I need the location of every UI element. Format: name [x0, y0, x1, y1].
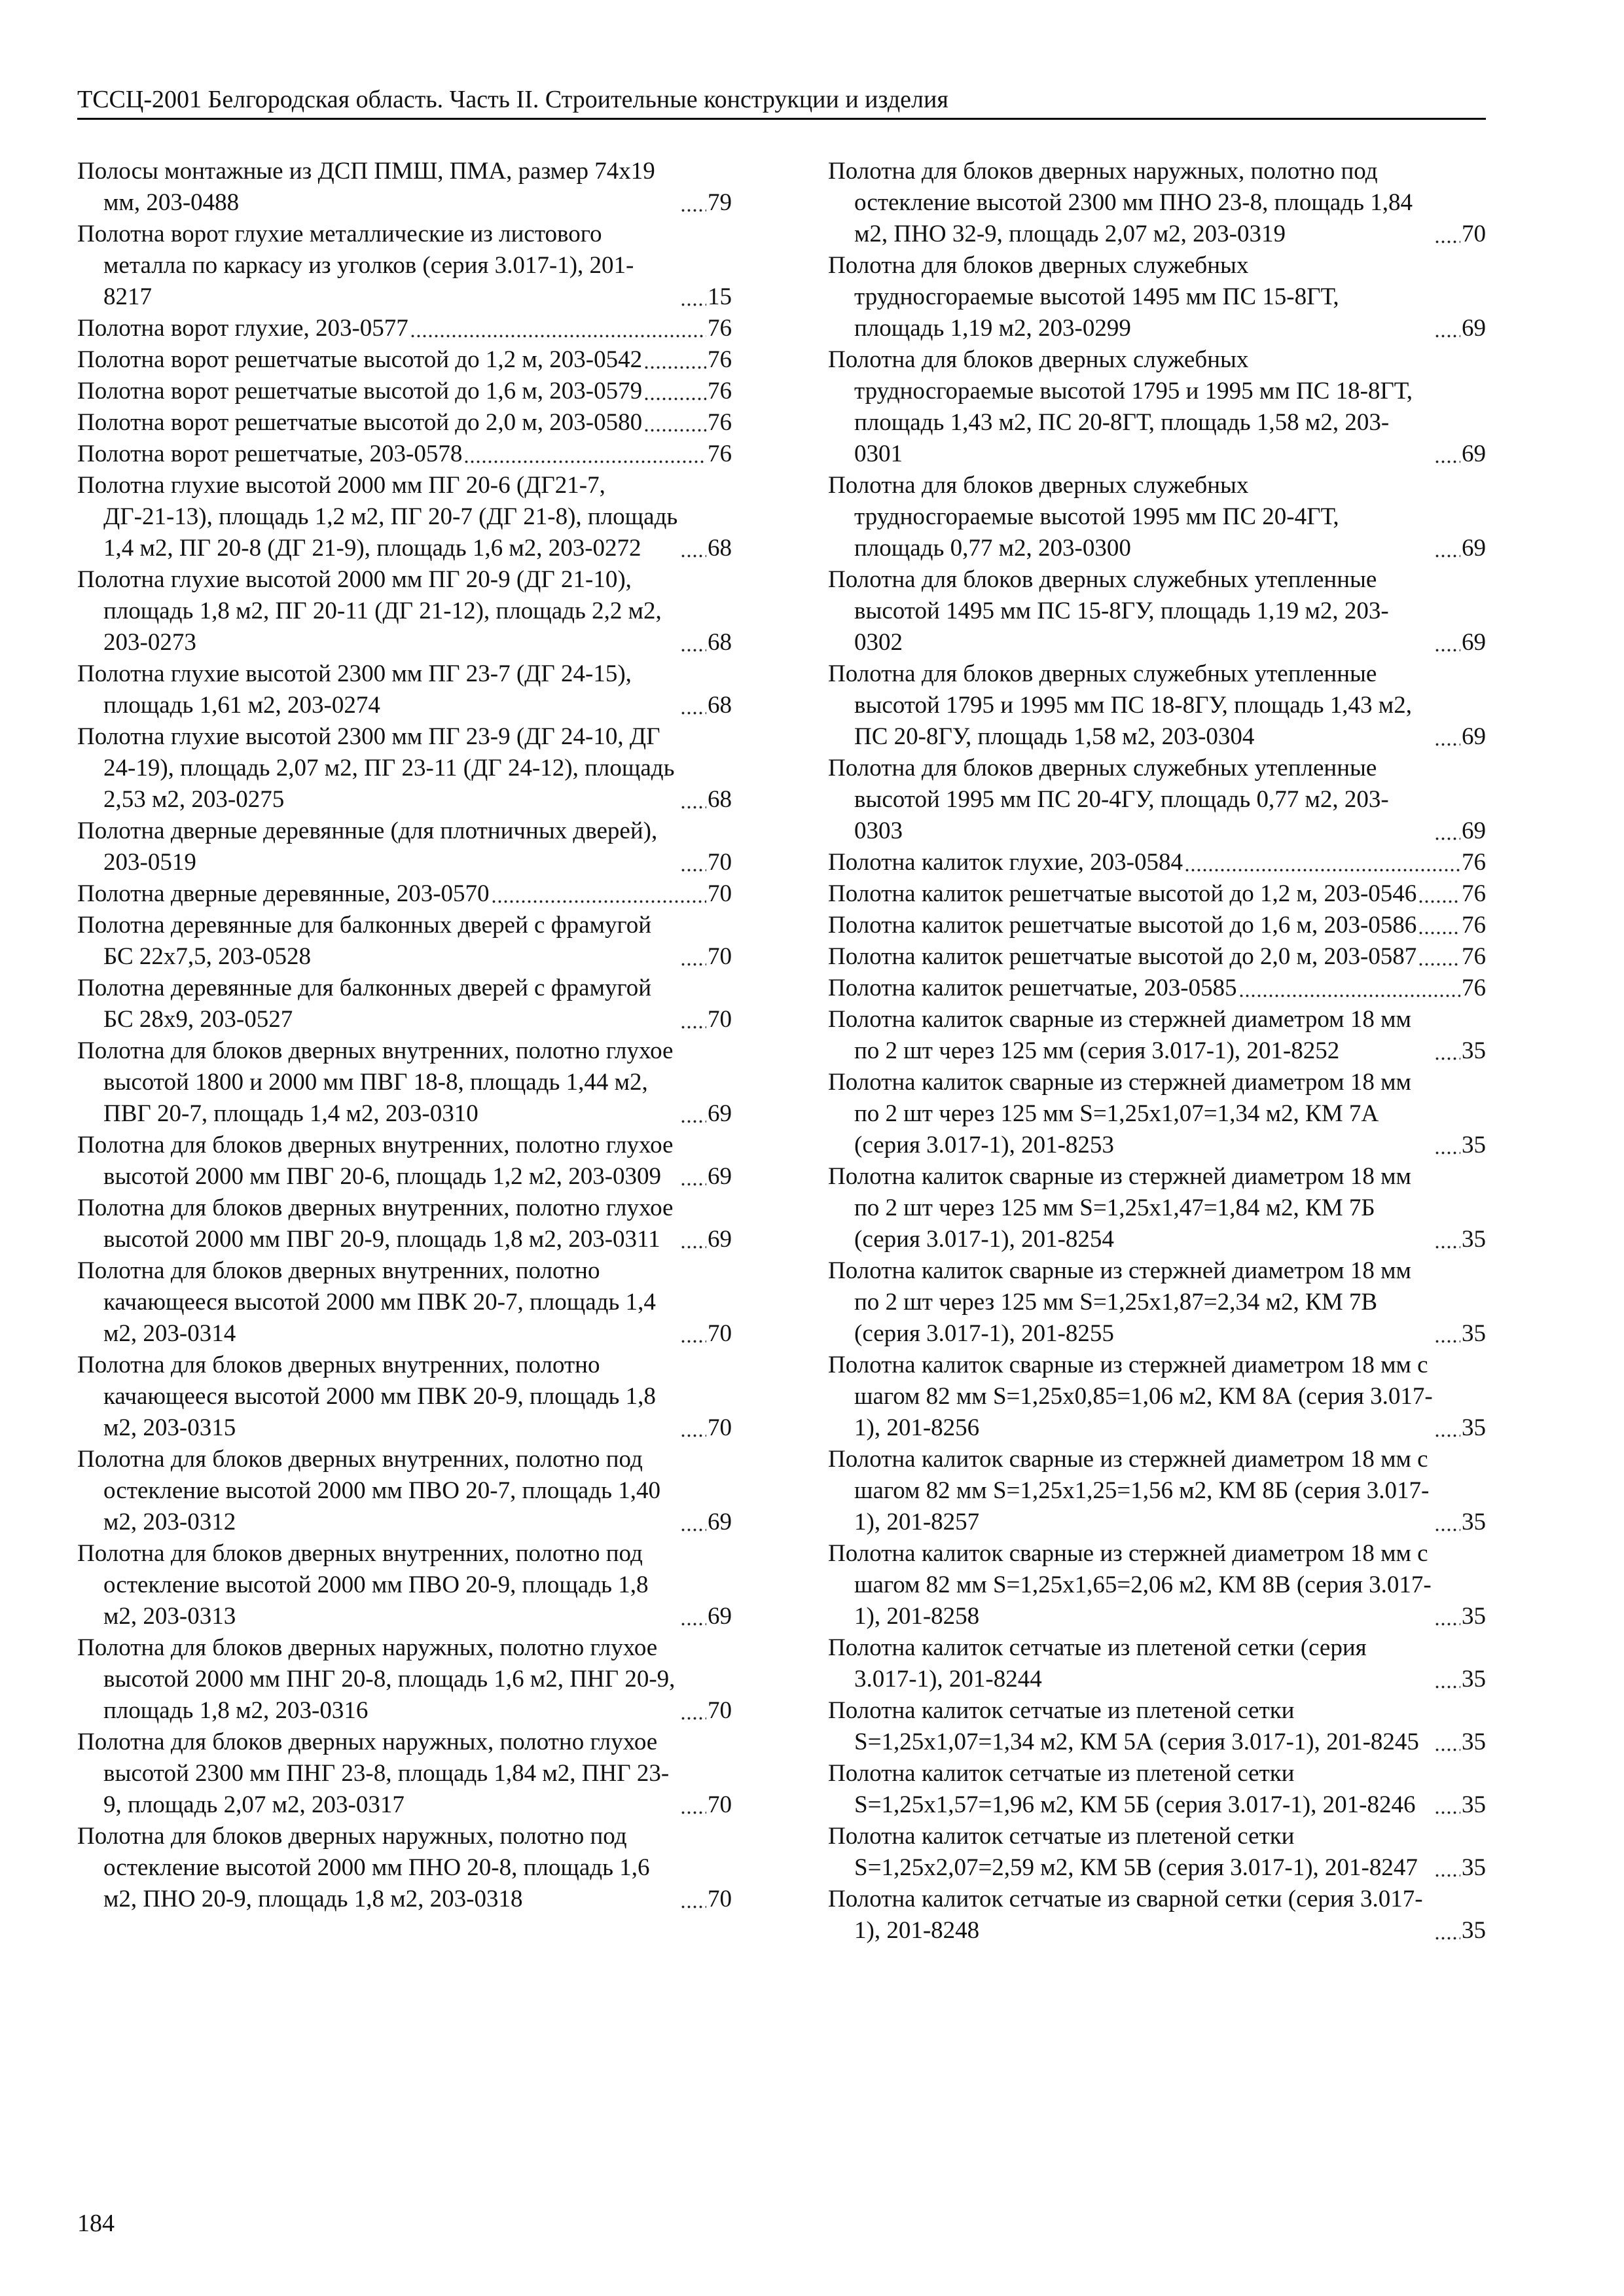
dot-leader [680, 941, 706, 973]
entry-text: Полотна для блоков дверных внутренних, полотно под остекление высотой 2000 мм ПВО 20-7, площадь 1,40 м2, 203-0312 [77, 1446, 660, 1535]
index-entry [77, 1632, 732, 1727]
entry-page: 35 [1462, 1603, 1486, 1630]
entry-text: Полотна для блоков дверных служебных утепленные высотой 1495 мм ПС 15-8ГУ, площадь 1,19 м2, 203-0302 [828, 566, 1389, 656]
entry-text: Полотна калиток сварные из стержней диаметром 18 мм с шагом 82 мм S=1,25х1,65=2,06 м2, КМ 8В (серия 3.017-1), 201-8258 [828, 1540, 1432, 1630]
entry-page: 35 [1462, 1791, 1486, 1818]
index-entry [77, 816, 732, 878]
dot-leader [1434, 1727, 1460, 1758]
entry-page: 70 [708, 880, 732, 907]
entry-page: 79 [708, 189, 732, 216]
index-entry [828, 1067, 1486, 1161]
dot-leader [1434, 1224, 1460, 1255]
index-entry [828, 564, 1486, 658]
dot-leader [1418, 941, 1460, 973]
entry-page: 35 [1462, 1729, 1486, 1755]
entry-text: Полотна для блоков дверных внутренних, полотно качающееся высотой 2000 мм ПВК 20-7, площадь 1,4 м2, 203-0314 [77, 1257, 656, 1347]
entry-text: Полотна калиток решетчатые высотой до 1,6 м, 203-0586 [828, 912, 1417, 939]
dot-leader [680, 690, 706, 721]
dot-leader [680, 627, 706, 658]
dot-leader [643, 344, 706, 376]
dot-leader [1434, 1789, 1460, 1821]
entry-text: Полосы монтажные из ДСП ПМШ, ПМА, размер 74х19 мм, 203-0488 [77, 158, 655, 216]
index-entry [828, 156, 1486, 250]
entry-text: Полотна калиток глухие, 203-0584 [828, 849, 1183, 876]
entry-page: 35 [1462, 1854, 1486, 1881]
entry-text: Полотна ворот глухие, 203-0577 [77, 315, 408, 342]
index-entry [828, 910, 1486, 941]
index-entry [77, 1035, 732, 1130]
dot-leader [680, 1789, 706, 1821]
entry-page: 76 [708, 409, 732, 436]
dot-leader [680, 1098, 706, 1130]
index-entry [828, 1444, 1486, 1538]
entry-page: 68 [708, 692, 732, 719]
entry-page: 69 [1462, 440, 1486, 467]
index-entry [828, 470, 1486, 564]
index-entry [77, 1821, 732, 1915]
entry-page: 69 [1462, 315, 1486, 342]
entry-text: Полотна для блоков дверных служебных утепленные высотой 1795 и 1995 мм ПС 18-8ГУ, площадь 1,43 м2, ПС 20-8ГУ, площадь 1,58 м2, 203-0304 [828, 660, 1412, 750]
dot-leader [1434, 1915, 1460, 1946]
index-entry [77, 564, 732, 658]
dot-leader [1184, 847, 1460, 878]
entry-text: Полотна для блоков дверных внутренних, полотно качающееся высотой 2000 мм ПВК 20-9, площадь 1,8 м2, 203-0315 [77, 1352, 656, 1441]
dot-leader [680, 281, 706, 313]
index-entry [77, 156, 732, 219]
entry-text: Полотна калиток сетчатые из плетеной сетки S=1,25х2,07=2,59 м2, КМ 5В (серия 3.017-1), 201-8247 [828, 1823, 1418, 1881]
index-entry [828, 973, 1486, 1004]
dot-leader [1434, 439, 1460, 470]
index-entry [77, 1538, 732, 1632]
dot-leader [1434, 1412, 1460, 1444]
dot-leader [463, 439, 706, 470]
index-column-right [828, 156, 1486, 1946]
entry-page: 69 [708, 1226, 732, 1253]
entry-text: Полотна для блоков дверных наружных, полотно под остекление высотой 2000 мм ПНО 20-8, площадь 1,6 м2, ПНО 20-9, площадь 1,8 м2, 203-0318 [77, 1823, 650, 1912]
entry-page: 70 [708, 1697, 732, 1724]
index-entry [77, 1350, 732, 1444]
index-entry [77, 658, 732, 721]
dot-leader [1434, 1852, 1460, 1884]
entry-text: Полотна калиток сварные из стержней диаметром 18 мм по 2 шт через 125 мм S=1,25х1,07=1,34 м2, КМ 7А (серия 3.017-1), 201-8253 [828, 1069, 1411, 1158]
entry-text: Полотна ворот решетчатые высотой до 1,2 м, 203-0542 [77, 346, 643, 373]
dot-leader [410, 313, 706, 344]
entry-page: 69 [708, 1163, 732, 1190]
entry-text: Полотна калиток решетчатые высотой до 1,2 м, 203-0546 [828, 880, 1417, 907]
entry-page: 69 [708, 1509, 732, 1535]
entry-text: Полотна для блоков дверных внутренних, полотно глухое высотой 2000 мм ПВГ 20-6, площадь 1,2 м2, 203-0309 [77, 1132, 674, 1190]
index-entry [828, 658, 1486, 753]
entry-text: Полотна калиток сетчатые из плетеной сетки S=1,25х1,07=1,34 м2, КМ 5А (серия 3.017-1), 201-8245 [828, 1697, 1419, 1755]
dot-leader [680, 784, 706, 816]
entry-text: Полотна ворот решетчатые, 203-0578 [77, 440, 463, 467]
entry-text: Полотна для блоков дверных служебных трудносгораемые высотой 1995 мм ПС 20-4ГТ, площадь 0,77 м2, 203-0300 [828, 472, 1339, 562]
index-entry [77, 1130, 732, 1193]
entry-text: Полотна для блоков дверных наружных, полотно глухое высотой 2000 мм ПНГ 20-8, площадь 1,6 м2, ПНГ 20-9, площадь 1,8 м2, 203-0316 [77, 1634, 676, 1724]
index-entry [77, 376, 732, 407]
dot-leader [1434, 533, 1460, 564]
dot-leader [643, 376, 706, 407]
index-entry [77, 439, 732, 470]
entry-page: 76 [708, 440, 732, 467]
index-entry [77, 313, 732, 344]
entry-page: 35 [1462, 1226, 1486, 1253]
entry-page: 76 [1462, 880, 1486, 907]
dot-leader [491, 878, 706, 910]
dot-leader [680, 1318, 706, 1350]
entry-page: 76 [708, 315, 732, 342]
entry-page: 76 [1462, 849, 1486, 876]
entry-page: 35 [1462, 1666, 1486, 1693]
entry-text: Полотна калиток сетчатые из плетеной сетки S=1,25х1,57=1,96 м2, КМ 5Б (серия 3.017-1), 201-8246 [828, 1760, 1416, 1818]
entry-text: Полотна калиток решетчатые высотой до 2,0 м, 203-0587 [828, 943, 1417, 970]
index-entry [828, 1695, 1486, 1758]
entry-page: 69 [708, 1100, 732, 1127]
index-column-left [77, 156, 732, 1915]
dot-leader [680, 1224, 706, 1255]
entry-text: Полотна ворот решетчатые высотой до 1,6 м, 203-0579 [77, 378, 643, 404]
entry-text: Полотна глухие высотой 2000 мм ПГ 20-9 (ДГ 21-10), площадь 1,8 м2, ПГ 20-11 (ДГ 21-12), площадь 2,2 м2, 203-0273 [77, 566, 662, 656]
entry-page: 76 [1462, 912, 1486, 939]
entry-text: Полотна деревянные для балконных дверей с фрамугой БС 28х9, 203-0527 [77, 975, 652, 1033]
index-entry [77, 721, 732, 816]
entry-text: Полотна калиток сварные из стержней диаметром 18 мм с шагом 82 мм S=1,25х1,25=1,56 м2, КМ 8Б (серия 3.017-1), 201-8257 [828, 1446, 1430, 1535]
entry-text: Полотна ворот решетчатые высотой до 2,0 м, 203-0580 [77, 409, 643, 436]
dot-leader [680, 1507, 706, 1538]
index-entry [828, 847, 1486, 878]
entry-text: Полотна для блоков дверных наружных, полотно глухое высотой 2300 мм ПНГ 23-8, площадь 1,84 м2, ПНГ 23-9, площадь 2,07 м2, 203-0317 [77, 1729, 670, 1818]
entry-page: 70 [1462, 221, 1486, 247]
entry-page: 70 [708, 1886, 732, 1912]
entry-page: 76 [1462, 943, 1486, 970]
index-entry [77, 407, 732, 439]
index-entry [828, 1758, 1486, 1821]
page-header: ТССЦ-2001 Белгородская область. Часть II. Строительные конструкции и изделия [77, 86, 948, 113]
entry-page: 70 [708, 1006, 732, 1033]
dot-leader [1434, 1664, 1460, 1695]
dot-leader [680, 847, 706, 878]
index-entry [77, 973, 732, 1035]
entry-text: Полотна для блоков дверных наружных, полотно под остекление высотой 2300 мм ПНО 23-8, площадь 1,84 м2, ПНО 32-9, площадь 2,07 м2, 203-0319 [828, 158, 1413, 247]
index-entry [77, 878, 732, 910]
entry-text: Полотна дверные деревянные, 203-0570 [77, 880, 490, 907]
entry-text: Полотна глухие высотой 2000 мм ПГ 20-6 (ДГ21-7, ДГ-21-13), площадь 1,2 м2, ПГ 20-7 (ДГ 21-8), площадь 1,4 м2, ПГ 20-8 (ДГ 21-9), площадь 1,6 м2, 203-0272 [77, 472, 678, 562]
dot-leader [1418, 878, 1460, 910]
entry-page: 69 [1462, 535, 1486, 562]
entry-text: Полотна для блоков дверных внутренних, полотно глухое высотой 1800 и 2000 мм ПВГ 18-8, площадь 1,44 м2, ПВГ 20-7, площадь 1,4 м2, 203-0310 [77, 1037, 674, 1127]
entry-page: 35 [1462, 1509, 1486, 1535]
index-entry [77, 470, 732, 564]
index-entry [828, 1821, 1486, 1884]
entry-text: Полотна глухие высотой 2300 мм ПГ 23-9 (ДГ 24-10, ДГ 24-19), площадь 2,07 м2, ПГ 23-11 (ДГ 24-12), площадь 2,53 м2, 203-0275 [77, 723, 675, 813]
entry-page: 35 [1462, 1132, 1486, 1158]
header-rule [77, 118, 1486, 120]
entry-text: Полотна для блоков дверных служебных трудносгораемые высотой 1795 и 1995 мм ПС 18-8ГТ, площадь 1,43 м2, ПС 20-8ГТ, площадь 1,58 м2, 203-0301 [828, 346, 1413, 467]
dot-leader [1434, 1130, 1460, 1161]
index-entry [828, 1161, 1486, 1255]
entry-page: 76 [708, 378, 732, 404]
entry-text: Полотна калиток сварные из стержней диаметром 18 мм по 2 шт через 125 мм S=1,25х1,87=2,34 м2, КМ 7В (серия 3.017-1), 201-8255 [828, 1257, 1411, 1347]
entry-page: 69 [1462, 629, 1486, 656]
dot-leader [1434, 1035, 1460, 1067]
index-entry [828, 344, 1486, 470]
entry-page: 70 [708, 1414, 732, 1441]
page-number: 184 [77, 2210, 115, 2237]
entry-text: Полотна калиток сварные из стержней диаметром 18 мм с шагом 82 мм S=1,25х0,85=1,06 м2, КМ 8А (серия 3.017-1), 201-8256 [828, 1352, 1433, 1441]
dot-leader [1434, 1318, 1460, 1350]
index-entry [828, 1884, 1486, 1946]
entry-text: Полотна деревянные для балконных дверей с фрамугой БС 22х7,5, 203-0528 [77, 912, 652, 970]
index-entry [77, 1444, 732, 1538]
entry-page: 15 [708, 283, 732, 310]
entry-text: Полотна калиток сварные из стержней диаметром 18 мм по 2 шт через 125 мм S=1,25х1,47=1,84 м2, КМ 7Б (серия 3.017-1), 201-8254 [828, 1163, 1411, 1253]
entry-page: 35 [1462, 1320, 1486, 1347]
entry-text: Полотна калиток решетчатые, 203-0585 [828, 975, 1237, 1001]
index-entry [828, 753, 1486, 847]
index-entry [828, 1255, 1486, 1350]
dot-leader [1434, 721, 1460, 753]
entry-page: 35 [1462, 1917, 1486, 1944]
dot-leader [1434, 219, 1460, 250]
entry-text: Полотна для блоков дверных внутренних, полотно под остекление высотой 2000 мм ПВО 20-9, площадь 1,8 м2, 203-0313 [77, 1540, 649, 1630]
dot-leader [680, 1601, 706, 1632]
index-entry [77, 344, 732, 376]
entry-page: 70 [708, 849, 732, 876]
dot-leader [1434, 1601, 1460, 1632]
index-entry [828, 1538, 1486, 1632]
index-entry [77, 1727, 732, 1821]
entry-page: 76 [1462, 975, 1486, 1001]
dot-leader [680, 533, 706, 564]
dot-leader [1238, 973, 1460, 1004]
dot-leader [680, 1695, 706, 1727]
entry-page: 70 [708, 1320, 732, 1347]
index-entry [828, 941, 1486, 973]
dot-leader [680, 1412, 706, 1444]
entry-page: 69 [1462, 817, 1486, 844]
entry-page: 35 [1462, 1414, 1486, 1441]
entry-text: Полотна для блоков дверных служебных утепленные высотой 1995 мм ПС 20-4ГУ, площадь 0,77 м2, 203-0303 [828, 755, 1389, 844]
dot-leader [680, 1884, 706, 1915]
entry-text: Полотна дверные деревянные (для плотничных дверей), 203-0519 [77, 817, 658, 876]
dot-leader [680, 1161, 706, 1193]
entry-text: Полотна калиток сварные из стержней диаметром 18 мм по 2 шт через 125 мм (серия 3.017-1), 201-8252 [828, 1006, 1411, 1064]
entry-text: Полотна глухие высотой 2300 мм ПГ 23-7 (ДГ 24-15), площадь 1,61 м2, 203-0274 [77, 660, 632, 719]
dot-leader [1434, 1507, 1460, 1538]
dot-leader [1434, 627, 1460, 658]
index-entry [828, 1632, 1486, 1695]
entry-page: 76 [708, 346, 732, 373]
dot-leader [680, 187, 706, 219]
entry-text: Полотна для блоков дверных служебных трудносгораемые высотой 1495 мм ПС 15-8ГТ, площадь 1,19 м2, 203-0299 [828, 252, 1339, 342]
entry-page: 69 [1462, 723, 1486, 750]
entry-page: 35 [1462, 1037, 1486, 1064]
index-entry [828, 1350, 1486, 1444]
entry-text: Полотна калиток сетчатые из сварной сетки (серия 3.017-1), 201-8248 [828, 1886, 1423, 1944]
entry-text: Полотна для блоков дверных внутренних, полотно глухое высотой 2000 мм ПВГ 20-9, площадь 1,8 м2, 203-0311 [77, 1194, 674, 1253]
entry-page: 70 [708, 943, 732, 970]
index-entry [828, 878, 1486, 910]
dot-leader [643, 407, 706, 439]
entry-text: Полотна калиток сетчатые из плетеной сетки (серия 3.017-1), 201-8244 [828, 1634, 1367, 1693]
entry-page: 68 [708, 535, 732, 562]
index-entry [77, 219, 732, 313]
index-entry [828, 1004, 1486, 1067]
entry-text: Полотна ворот глухие металлические из листового металла по каркасу из уголков (серия 3.017-1), 201-8217 [77, 221, 634, 310]
dot-leader [680, 1004, 706, 1035]
index-entry [77, 910, 732, 973]
index-entry [77, 1193, 732, 1255]
index-entry [828, 250, 1486, 344]
entry-page: 70 [708, 1791, 732, 1818]
entry-page: 69 [708, 1603, 732, 1630]
dot-leader [1418, 910, 1460, 941]
dot-leader [1434, 816, 1460, 847]
entry-page: 68 [708, 786, 732, 813]
dot-leader [1434, 313, 1460, 344]
index-entry [77, 1255, 732, 1350]
entry-page: 68 [708, 629, 732, 656]
